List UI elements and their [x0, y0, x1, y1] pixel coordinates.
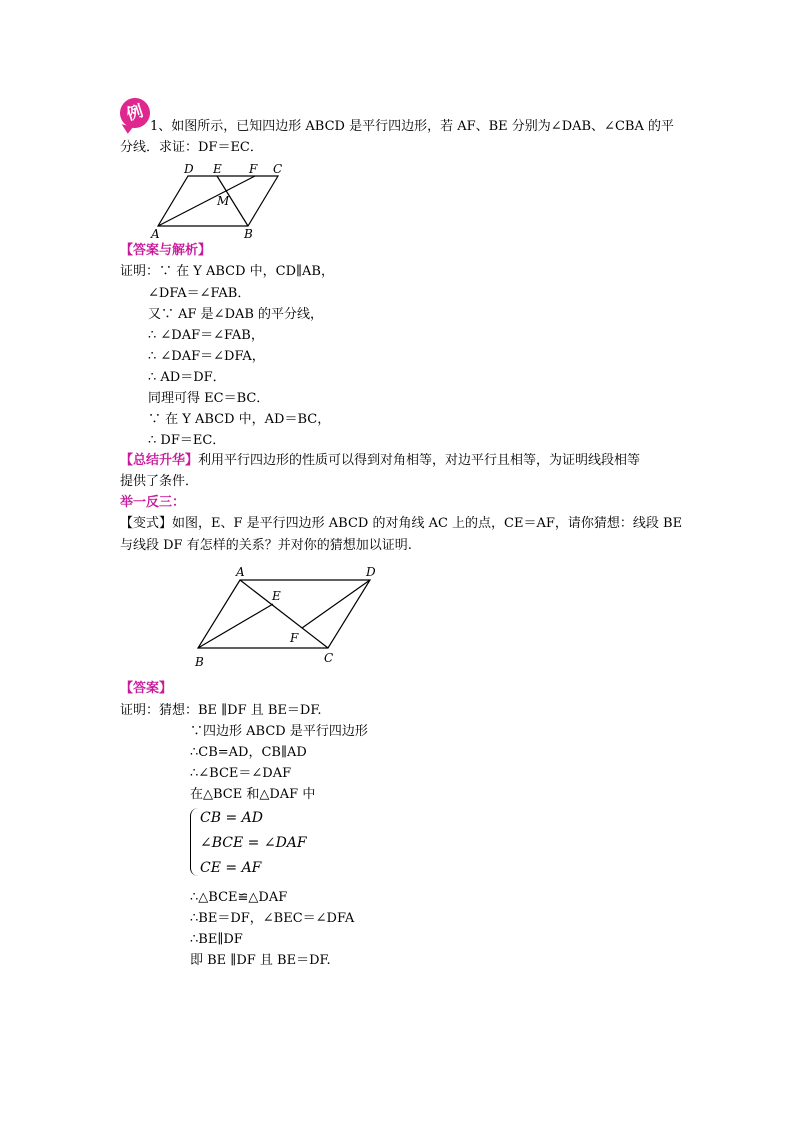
answer2-line: ∴△BCE≌△DAF: [190, 890, 288, 905]
answer1-line: ∵ 在 Y ABCD 中，AD＝BC，: [148, 412, 331, 427]
answer1-line: ∴ DF＝EC．: [148, 433, 226, 448]
answer1-line: ∴ AD＝DF．: [148, 370, 226, 385]
fig2-label-e: E: [272, 589, 281, 603]
fig2-label-f: F: [290, 631, 299, 645]
answer1-line: ∴ ∠DAF＝∠DFA，: [148, 349, 265, 364]
answer2-line: 在△BCE 和△DAF 中: [190, 787, 316, 802]
answer1-heading: 【答案与解析】: [120, 243, 212, 258]
answer2-line: ∴∠BCE＝∠DAF: [190, 766, 292, 781]
summary-heading: 【总结升华】: [120, 453, 199, 468]
answer2-line: ∴BE∥DF: [190, 932, 243, 947]
answer1-line: 证明：∵ 在 Y ABCD 中，CD∥AB，: [120, 264, 334, 279]
fig1-label-m: M: [217, 194, 230, 208]
fig1-label-d: D: [184, 162, 194, 176]
system-brace: [190, 808, 199, 876]
answer2-line: 证明：猜想：BE ∥DF 且 BE＝DF.: [120, 703, 322, 718]
practice-line-2: 与线段 DF 有怎样的关系？并对你的猜想加以证明.: [120, 538, 412, 553]
fig1-label-a: A: [151, 227, 160, 240]
answer1-line: ∠DFA＝∠FAB．: [148, 286, 251, 301]
answer1-line: 同理可得 EC＝BC．: [148, 391, 270, 406]
figure-parallelogram-2: [190, 562, 390, 672]
example-line-1: 1、如图所示，已知四边形 ABCD 是平行四边形，若 AF、BE 分别为∠DAB、∠CBA 的平: [150, 119, 674, 134]
answer2-line: 即 BE ∥DF 且 BE＝DF.: [190, 953, 331, 968]
fig1-label-b: B: [244, 227, 253, 240]
summary-text: 利用平行四边形的性质可以得到对角相等，对边平行且相等，为证明线段相等: [198, 453, 641, 468]
system-eq-1: CB = AD: [200, 810, 263, 826]
practice-heading: 举一反三：: [120, 495, 186, 510]
answer2-line: ∴BE＝DF，∠BEC＝∠DFA: [190, 911, 355, 926]
fig2-label-c: C: [324, 651, 334, 665]
answer1-line: ∴ ∠DAF＝∠FAB，: [148, 328, 264, 343]
answer1-line: 又∵ AF 是∠DAB 的平分线，: [148, 307, 324, 322]
summary-line-1: [120, 452, 640, 470]
fig2-label-b: B: [195, 655, 204, 669]
answer2-line: ∵四边形 ABCD 是平行四边形: [190, 724, 368, 739]
practice-line-1: 【变式】如图，E、F 是平行四边形 ABCD 的对角线 AC 上的点，CE＝AF，请你猜想：线段 BE: [120, 516, 683, 531]
fig2-label-a: A: [236, 565, 245, 579]
summary-line-2: 提供了条件．: [120, 474, 199, 489]
example-badge: 例: [116, 94, 154, 132]
system-eq-2: ∠BCE = ∠DAF: [200, 835, 307, 851]
system-eq-3: CE = AF: [200, 860, 262, 876]
fig1-label-f: F: [249, 162, 258, 176]
answer2-line: ∴CB=AD，CB∥AD: [190, 745, 307, 760]
figure-parallelogram-1: [150, 160, 290, 240]
fig2-label-d: D: [366, 565, 376, 579]
fig1-label-e: E: [213, 162, 222, 176]
fig1-label-c: C: [273, 162, 283, 176]
example-line-2: 分线．求证：DF＝EC．: [120, 140, 263, 155]
answer2-heading: 【答案】: [120, 681, 173, 696]
